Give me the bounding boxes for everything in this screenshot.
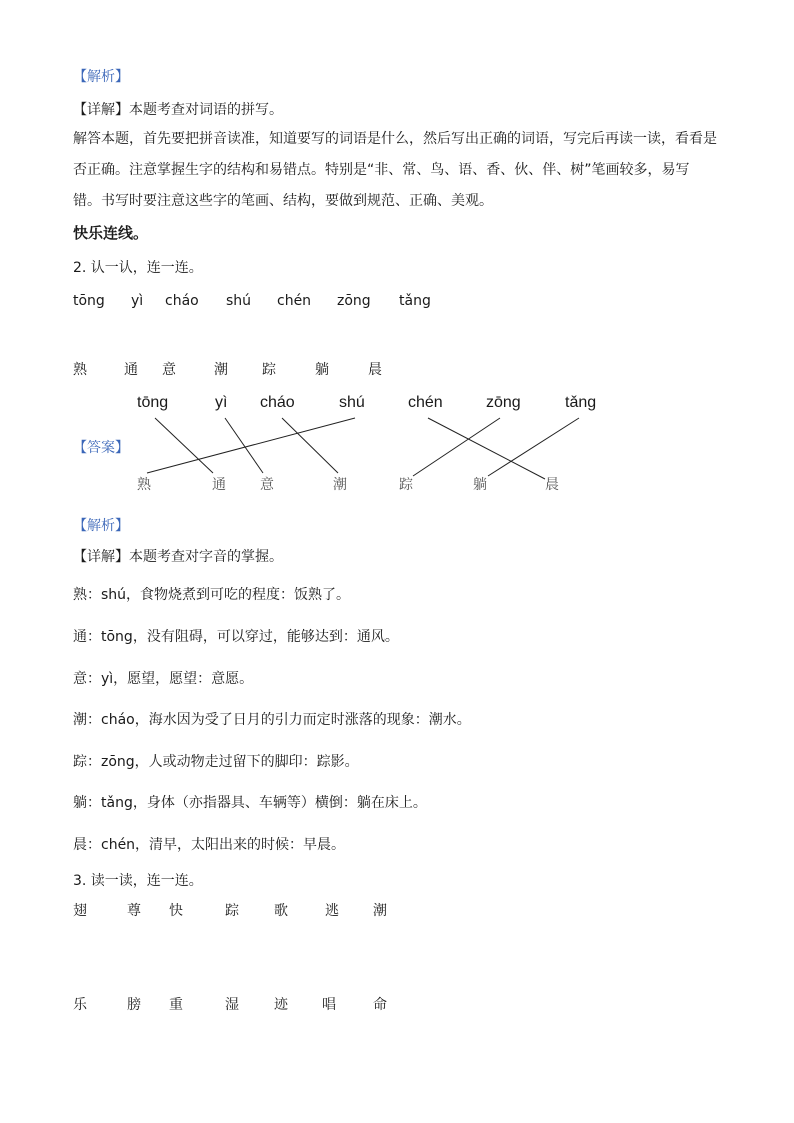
analysis-para-line-1: 解答本题，首先要把拼音读准，知道要写的词语是什么，然后写出正确的词语，写完后再读一读，看看是 — [73, 131, 717, 147]
q3-char: 快 — [169, 903, 183, 919]
entry-line: 躺：tǎng，身体（亦指器具、车辆等）横倒：躺在床上。 — [73, 795, 427, 811]
fig-char: 躺 — [473, 477, 487, 493]
q2-pinyin: chén — [277, 293, 312, 309]
entry-line: 熟：shú，食物烧煮到可吃的程度：饭熟了。 — [73, 587, 351, 603]
analysis-label: 【解析】 — [73, 69, 129, 85]
q2-pinyin: cháo — [165, 293, 199, 309]
q3-char: 膀 — [127, 997, 141, 1013]
q3-char: 逃 — [325, 903, 339, 919]
q3-char: 潮 — [373, 903, 387, 919]
analysis-para-line-2: 否正确。注意掌握生字的结构和易错点。特别是“非、常、鸟、语、香、伙、伴、树”笔画较多，易写 — [73, 162, 690, 178]
link-shu-shu — [147, 418, 355, 473]
fig-pinyin: shú — [339, 394, 365, 411]
analysis-para-line-3: 错。书写时要注意这些字的笔画、结构，要做到规范、正确、美观。 — [73, 193, 493, 209]
fig-char: 意 — [260, 477, 274, 493]
q2-char: 踪 — [262, 362, 276, 378]
answer-label: 【答案】 — [73, 440, 129, 456]
q2-pinyin: shú — [226, 293, 252, 309]
entry-line: 踪：zōng，人或动物走过留下的脚印：踪影。 — [73, 754, 359, 770]
q3-char: 乐 — [73, 997, 87, 1013]
fig-pinyin: tōng — [137, 394, 169, 411]
fig-pinyin: chén — [408, 394, 443, 411]
fig-char: 踪 — [399, 477, 413, 493]
q3-char: 迹 — [274, 997, 288, 1013]
fig-char: 熟 — [137, 477, 151, 493]
q2-pinyin: tōng — [73, 293, 105, 309]
q3-char: 歌 — [274, 903, 288, 919]
q3-char: 翅 — [73, 903, 87, 919]
q3-title: 3. 读一读，连一连。 — [73, 873, 203, 889]
fig-char: 通 — [212, 477, 226, 493]
section-title: 快乐连线。 — [73, 224, 149, 242]
q2-char: 意 — [162, 362, 176, 378]
entry-line: 通：tōng，没有阻碍，可以穿过，能够达到：通风。 — [73, 629, 399, 645]
link-yi-yi — [225, 418, 263, 473]
entry-line: 意：yì，愿望，愿望：意愿。 — [73, 671, 254, 687]
fig-char: 潮 — [333, 477, 347, 493]
fig-pinyin: cháo — [260, 394, 295, 411]
q3-char: 尊 — [127, 903, 141, 919]
q2-char: 通 — [124, 362, 138, 378]
q2-char: 潮 — [214, 362, 228, 378]
q3-char: 湿 — [225, 997, 239, 1013]
q3-char: 命 — [373, 997, 387, 1013]
q2-char: 躺 — [315, 362, 329, 378]
q2-pinyin: zōng — [337, 293, 371, 309]
link-tong-tong — [155, 418, 213, 473]
q3-char: 踪 — [225, 903, 239, 919]
link-chao-chao — [282, 418, 338, 473]
link-tang-tang — [488, 418, 579, 476]
detail-line: 【详解】本题考查对词语的拼写。 — [73, 102, 283, 118]
entry-line: 晨：chén，清早，太阳出来的时候：早晨。 — [73, 837, 346, 853]
entry-line: 潮：cháo，海水因为受了日月的引力而定时涨落的现象：潮水。 — [73, 712, 471, 728]
fig-pinyin: zōng — [486, 394, 521, 411]
q2-pinyin: tǎng — [399, 293, 431, 309]
q3-char: 重 — [169, 997, 183, 1013]
analysis-label: 【解析】 — [73, 518, 129, 534]
link-zong-zong — [413, 418, 500, 476]
q2-title: 2. 认一认，连一连。 — [73, 260, 203, 276]
fig-pinyin: tǎng — [565, 394, 597, 411]
q3-char: 唱 — [322, 997, 336, 1013]
fig-char: 晨 — [545, 477, 559, 493]
q2-pinyin: yì — [131, 293, 144, 309]
fig-pinyin: yì — [215, 394, 228, 411]
q2-char: 熟 — [73, 362, 87, 378]
q2-char: 晨 — [368, 362, 382, 378]
detail-line: 【详解】本题考查对字音的掌握。 — [73, 549, 283, 565]
